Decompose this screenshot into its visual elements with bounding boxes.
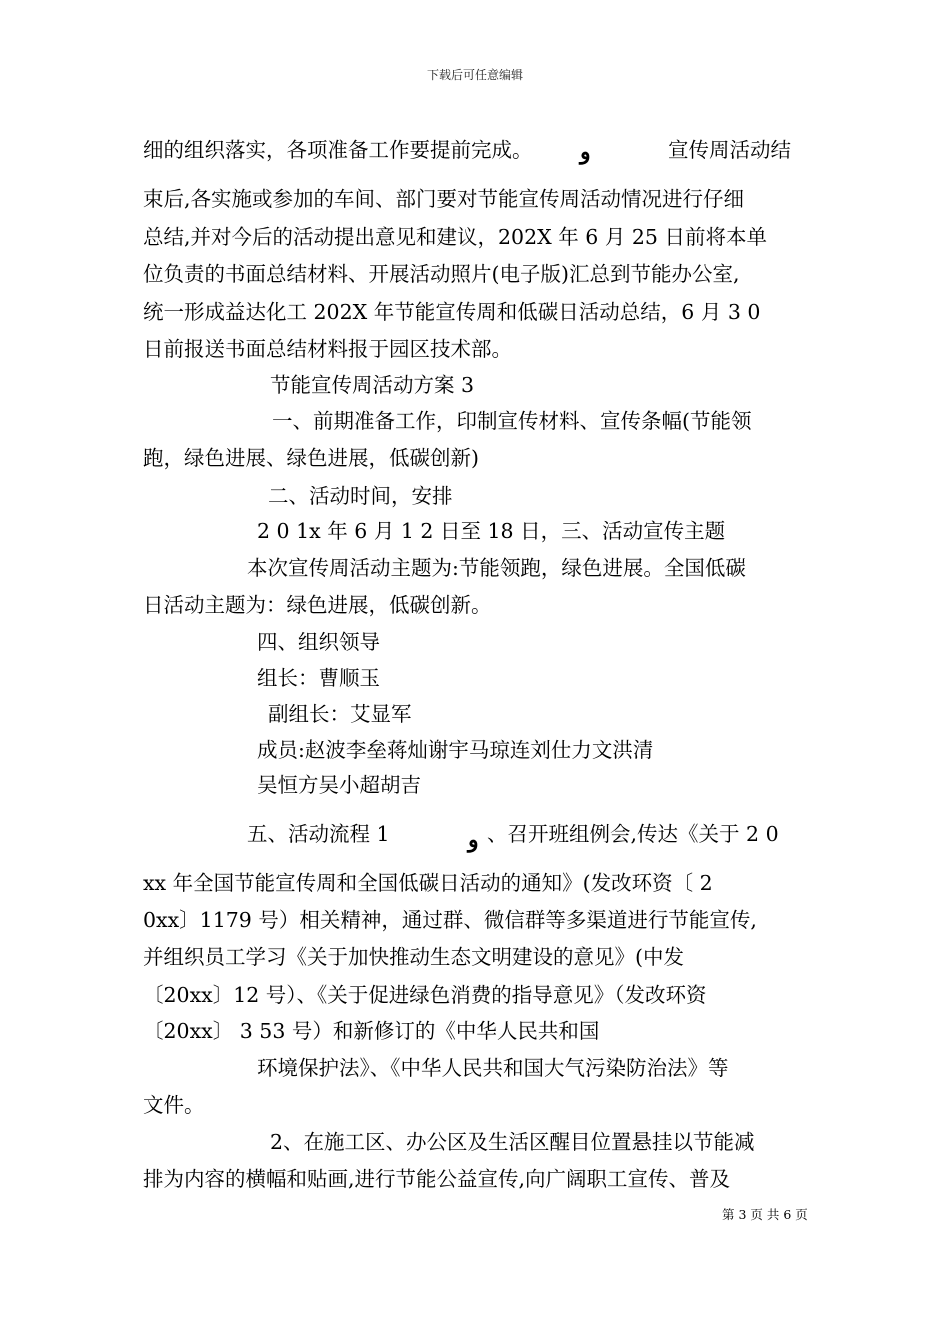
stray-glyph: و [580,139,591,165]
stray-glyph: و [468,827,479,853]
text-line: 细的组织落实，各项准备工作要提前完成。 [143,138,533,162]
text-line: 吴恒方吴小超胡吉 [257,773,421,797]
text-line: 跑，绿色进展、绿色进展，低碳创新) [143,446,479,470]
text-line: 〔20xx〕 3 53 号）和新修订的《中华人民共和国 [143,1019,600,1043]
text-line: 总结,并对今后的活动提出意见和建议，202X 年 6 月 25 日前将本单 [143,225,767,249]
text-line: 四、组织领导 [257,630,380,654]
text-line: 2 0 1x 年 6 月 1 2 日至 18 日，三、活动宣传主题 [257,519,726,543]
text-line: 〔20xx〕12 号）、《关于促进绿色消费的指导意见》（发改环资 [143,983,707,1007]
text-line: 日前报送书面总结材料报于园区技术部。 [143,337,512,361]
text-line: 副组长：艾显军 [268,702,412,726]
text-line: 日活动主题为：绿色进展，低碳创新。 [143,593,492,617]
text-line: 宣传周活动结 [668,138,791,162]
text-line: 排为内容的横幅和贴画,进行节能公益宣传,向广阔职工宣传、普及 [143,1167,731,1191]
text-line: 成员:赵波李垒蒋灿谢宇马琼连刘仕力文洪清 [257,738,654,762]
text-line: 统一形成益达化工 202X 年节能宣传周和低碳日活动总结，6 月 3 0 [143,300,761,324]
text-line: 2、在施工区、办公区及生活区醒目位置悬挂以节能减 [270,1130,755,1154]
text-line: 并组织员工学习《关于加快推动生态文明建设的意见》(中发 [143,945,684,969]
text-line: 一、前期准备工作，印制宣传材料、宣传条幅(节能领 [272,409,752,433]
page-number: 第 3 页 共 6 页 [722,1207,808,1222]
text-line: 二、活动时间，安排 [268,484,453,508]
text-line: 组长：曹顺玉 [257,666,380,690]
text-line: 位负责的书面总结材料、开展活动照片(电子版)汇总到节能办公室, [143,262,740,286]
text-line: 本次宣传周活动主题为:节能领跑，绿色进展。全国低碳 [247,556,746,580]
text-line: 、召开班组例会,传达《关于 2 0 [487,822,779,846]
section-title: 节能宣传周活动方案 3 [270,373,475,397]
text-line: xx 年全国节能宣传周和全国低碳日活动的通知》(发改环资〔 2 [143,871,713,895]
text-line: 文件。 [143,1093,205,1117]
text-line: 环境保护法》、《中华人民共和国大气污染防治法》等 [257,1056,729,1080]
text-line: 0xx〕1179 号）相关精神，通过群、微信群等多渠道进行节能宣传, [143,908,757,932]
text-line: 五、活动流程 1 [247,822,390,846]
page-header: 下载后可任意编辑 [426,68,523,82]
text-line: 束后,各实施或参加的车间、部门要对节能宣传周活动情况进行仔细 [143,187,745,211]
